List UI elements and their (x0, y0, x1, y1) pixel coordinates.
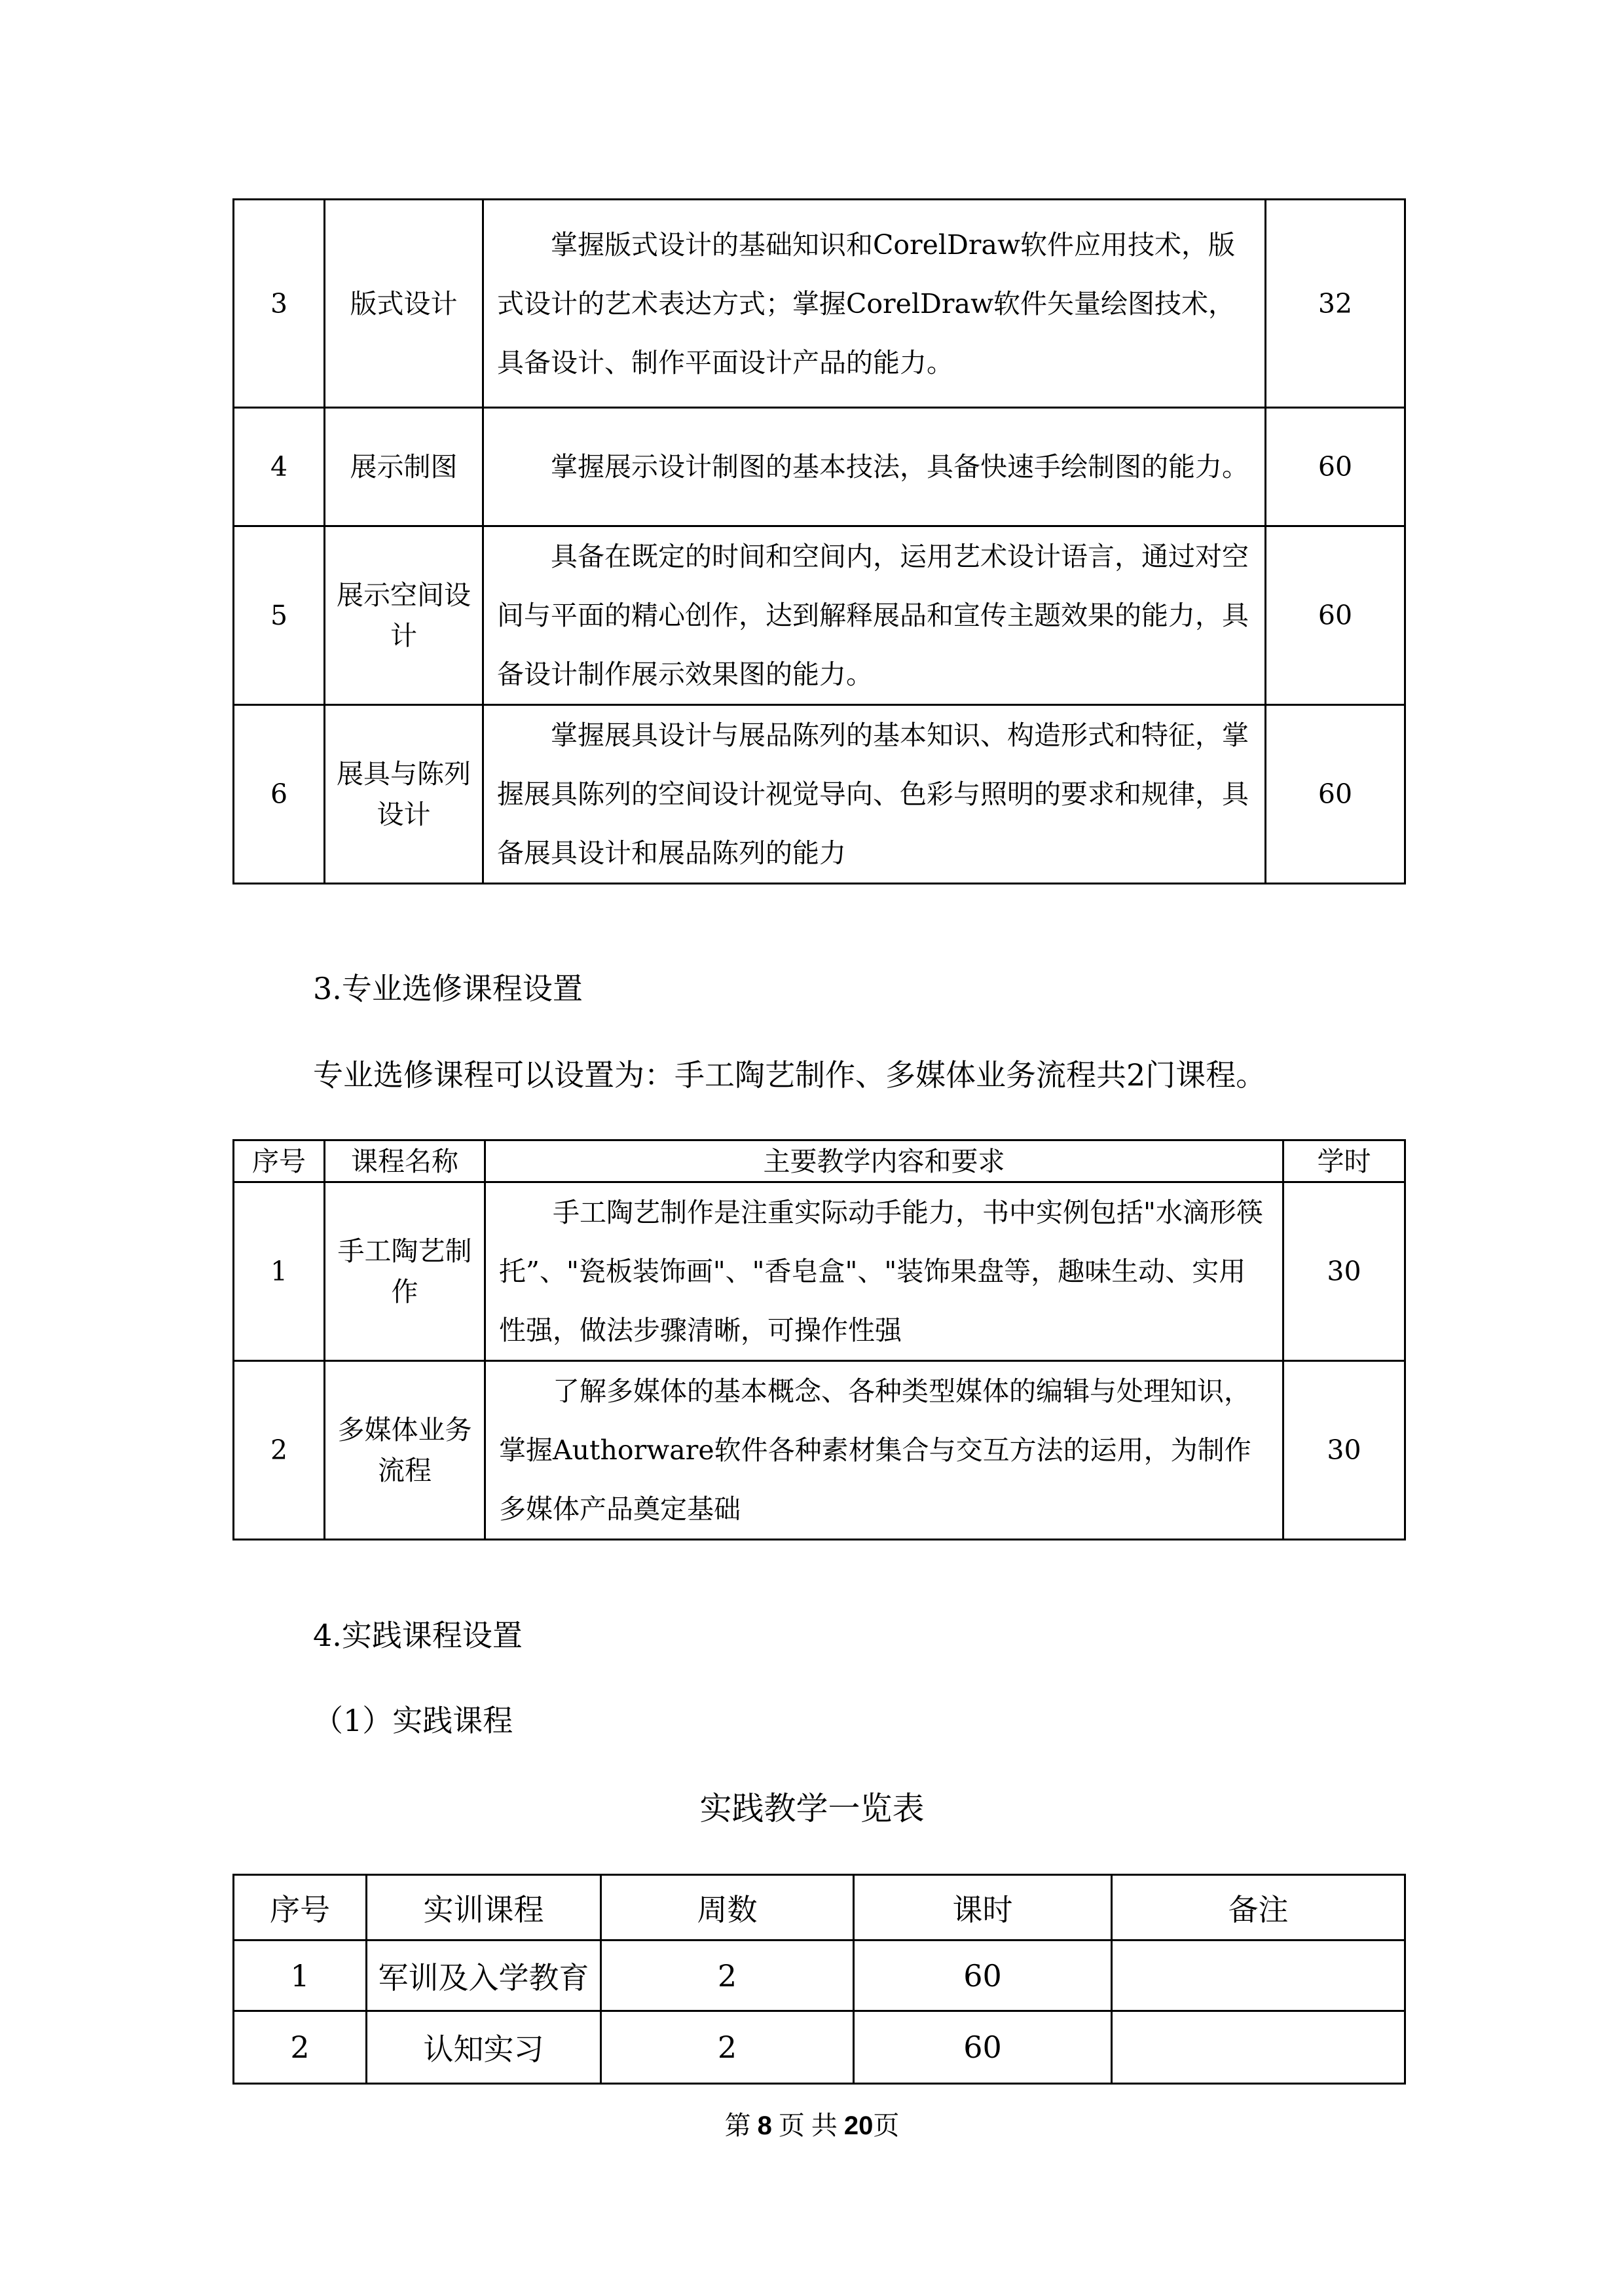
course-name: 手工陶艺制作 (325, 1182, 485, 1361)
course-weeks: 2 (601, 1941, 854, 2011)
column-header: 序号 (234, 1140, 325, 1182)
row-number: 5 (234, 526, 325, 705)
course-hours: 60 (1266, 526, 1405, 705)
course-content (483, 200, 1266, 408)
course-name: 认知实习 (367, 2011, 601, 2084)
course-hours: 60 (1266, 408, 1405, 526)
footer-prefix: 第 (724, 2111, 751, 2140)
course-hours: 32 (1266, 200, 1405, 408)
column-header: 备注 (1112, 1875, 1405, 1941)
table-row (234, 526, 1405, 705)
course-content-text: 具备在既定的时间和空间内，运用艺术设计语言，通过对空间与平面的精心创作，达到解释展品和宣传主题效果的能力，具备设计制作展示效果图的能力。 (497, 541, 1249, 690)
course-hours: 30 (1283, 1361, 1405, 1540)
course-hours: 60 (854, 1941, 1112, 2011)
table-row (234, 2011, 1405, 2084)
row-number: 4 (234, 408, 325, 526)
practice-courses-table (232, 1874, 1406, 2085)
course-content-text: 掌握展示设计制图的基本技法，具备快速手绘制图的能力。 (551, 451, 1249, 483)
course-content (485, 1182, 1283, 1361)
table-row (234, 408, 1405, 526)
row-number: 6 (234, 705, 325, 884)
total-pages: 20 (843, 2111, 874, 2140)
column-header: 实训课程 (367, 1875, 601, 1941)
course-name: 军训及入学教育 (367, 1941, 601, 2011)
course-name: 展具与陈列设计 (325, 705, 483, 884)
course-weeks: 2 (601, 2011, 854, 2084)
course-name: 展示制图 (325, 408, 483, 526)
table-row (234, 705, 1405, 884)
row-number: 2 (234, 1361, 325, 1540)
course-content-text: 掌握展具设计与展品陈列的基本知识、构造形式和特征，掌握展具陈列的空间设计视觉导向、色彩与照明的要求和规律，具备展具设计和展品陈列的能力 (497, 720, 1249, 869)
course-hours: 30 (1283, 1182, 1405, 1361)
course-content (483, 526, 1266, 705)
section-heading: 3.专业选修课程设置 (313, 971, 583, 1006)
table-title: 实践教学一览表 (699, 1790, 925, 1827)
section-paragraph: 专业选修课程可以设置为：手工陶艺制作、多媒体业务流程共2门课程。 (313, 1057, 1266, 1093)
course-name: 多媒体业务流程 (325, 1361, 485, 1540)
table-header-row (234, 1875, 1405, 1941)
table-row (234, 1182, 1405, 1361)
table-row (234, 1941, 1405, 2011)
course-content (483, 705, 1266, 884)
course-content (485, 1361, 1283, 1540)
course-hours: 60 (1266, 705, 1405, 884)
row-number: 2 (234, 2011, 367, 2084)
column-header: 序号 (234, 1875, 367, 1941)
table-row (234, 200, 1405, 408)
column-header: 课程名称 (325, 1140, 485, 1182)
column-header: 周数 (601, 1875, 854, 1941)
course-content-text: 手工陶艺制作是注重实际动手能力，书中实例包括"水滴形筷托”、"瓷板装饰画"、"香皂盒"、"装饰果盘等，趣味生动、实用性强，做法步骤清晰，可操作性强 (499, 1197, 1263, 1346)
row-number: 1 (234, 1182, 325, 1361)
section-heading: 4.实践课程设置 (313, 1618, 523, 1653)
column-header: 课时 (854, 1875, 1112, 1941)
course-content (483, 408, 1266, 526)
elective-courses-table (232, 1139, 1406, 1540)
page-footer (0, 2109, 1624, 2142)
course-content-text: 掌握版式设计的基础知识和CorelDraw软件应用技术，版式设计的艺术表达方式；掌握CorelDraw软件矢量绘图技术，具备设计、制作平面设计产品的能力。 (497, 228, 1236, 378)
footer-suffix: 页 (873, 2111, 900, 2140)
page-number: 8 (757, 2111, 772, 2140)
subsection-heading: （1）实践课程 (313, 1703, 513, 1738)
table-row (234, 1361, 1405, 1540)
course-content-text: 了解多媒体的基本概念、各种类型媒体的编辑与处理知识，掌握Authorware软件各种素材集合与交互方法的运用，为制作多媒体产品奠定基础 (499, 1376, 1251, 1525)
column-header: 学时 (1283, 1140, 1405, 1182)
footer-mid: 页 共 (778, 2111, 838, 2140)
course-name: 版式设计 (325, 200, 483, 408)
course-hours: 60 (854, 2011, 1112, 2084)
row-number: 1 (234, 1941, 367, 2011)
column-header: 主要教学内容和要求 (485, 1140, 1283, 1182)
course-name: 展示空间设计 (325, 526, 483, 705)
row-number: 3 (234, 200, 325, 408)
course-note (1112, 1941, 1405, 2011)
table-header-row (234, 1140, 1405, 1182)
core-courses-table (232, 198, 1406, 884)
course-note (1112, 2011, 1405, 2084)
